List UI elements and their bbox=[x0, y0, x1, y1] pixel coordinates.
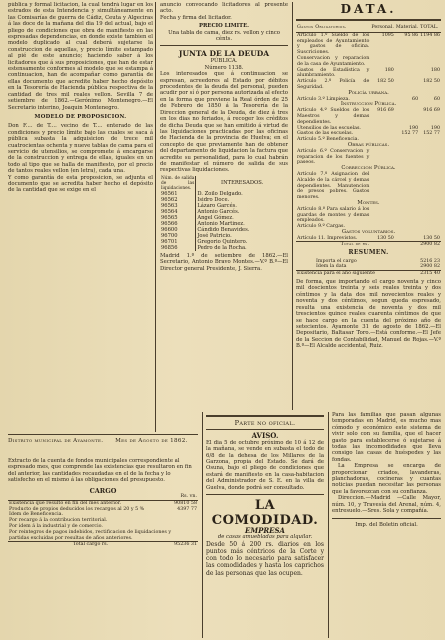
data-row-total bbox=[419, 56, 441, 68]
empresa-continuation bbox=[332, 412, 441, 638]
section-heading: Correccion Pública. bbox=[341, 165, 396, 172]
data-row-label: Artículo 1.º Sueldo de los empleados de Ayuntamiento y gastos de oficina. Suscriciones. bbox=[297, 32, 370, 56]
data-total-value: 2900 82 bbox=[420, 242, 440, 248]
table-row bbox=[296, 32, 441, 56]
section-heading: Policía urbana. bbox=[348, 89, 389, 96]
data-row-label: Utensilios de las escuelas. bbox=[297, 125, 361, 131]
data-row-material bbox=[395, 172, 419, 201]
divider bbox=[8, 434, 198, 435]
data-row-label: Gastos de Estadística y alumbramiento. bbox=[297, 67, 370, 79]
data-row-label: Artículo 8.º Para salario á los guardas de montes y demas empleados. bbox=[297, 206, 370, 224]
column-divider bbox=[292, 2, 293, 410]
data-table bbox=[296, 24, 441, 248]
junta-number: Número 1138. bbox=[204, 64, 244, 71]
table-row bbox=[160, 245, 288, 251]
empresa-text: Desde 50 á 200 rs. diarios en los puntos más céntricos de la Corte y con todo lo necesario para satisfacer las comodidades y hasta los caprichos de las personas que las ocupen. bbox=[206, 540, 324, 577]
data-row-personal bbox=[370, 56, 395, 68]
cargo-total-label: Total cargo rs. bbox=[8, 542, 173, 548]
divider bbox=[160, 45, 288, 46]
cargo-item-value: 4397 77 bbox=[177, 506, 197, 512]
data-row-total: 180 bbox=[430, 67, 440, 73]
printer-credit: Imp. del Boletin oficial. bbox=[355, 521, 418, 528]
divider bbox=[332, 518, 441, 519]
data-head-personal: Personal. bbox=[370, 24, 395, 32]
creditor-name: Antonio Martinez. bbox=[197, 220, 245, 227]
data-row-total: 190 bbox=[430, 125, 440, 131]
data-row-material: 60 bbox=[412, 96, 419, 102]
data-head-label: Gastos Obligatorios. bbox=[296, 24, 370, 32]
table-header-names: INTERESADOS. bbox=[221, 180, 264, 187]
data-row-total: 152 77 bbox=[423, 131, 440, 137]
cargo-item-label: Existencia que resultó en fin del mes anterior. bbox=[9, 500, 122, 506]
model-guarantee: Y como garantía de esta proposicion, se adjunta el documento que se acredita haber hecho el depósito de la cantidad que se exige en el bbox=[8, 174, 153, 194]
comodidad-title: LA COMODIDAD. bbox=[211, 498, 319, 529]
creditor-number: 96564 bbox=[160, 209, 196, 215]
cargo-item-label: Por reintegros de pagos indebidos, rectificacion de liquidaciones y partidas excluidas por resultas de años anteriores. bbox=[9, 529, 172, 541]
data-row-material bbox=[395, 68, 419, 80]
data-row-personal: 916 69 bbox=[377, 108, 394, 114]
cargo-title: CARGO bbox=[89, 486, 117, 495]
data-row-material bbox=[395, 56, 419, 68]
junta-text: Los interesados que á continuacion se espresan, acreedores al Estado por débitos procedentes de la deuda del personal, pueden acudir por sí ó por persona autorizada al efecto en la forma que previene la Real órden de 25 de Febrero de 1850 á la Tesorería de la Direccion general de la Deuda, de diez á tres en los dias no feriados, á recoger los créditos de dicha Deuda que se han emitido á virtud de las liquidaciones practicadas por las oficinas de Hacienda de la provincia de Huelva; en el concepto de que previamente han de obtener del departamento de liquidacion la factura que acredite su personalidad, para lo cual habrán de manifestar el número de salida de sus respectivas liquidaciones. bbox=[160, 71, 288, 174]
data-row-label: Conservacion y reparacion de la casa de Ayuntamiento. bbox=[297, 55, 370, 67]
empresa-p3: Direccion.—Madrid —Calle Mayor, núm. 10, y Travesía del Arenal, núm. 4, entresuelo.—Sres. Sola y compañía. bbox=[332, 495, 441, 515]
divider bbox=[206, 494, 324, 495]
data-row-personal bbox=[370, 207, 395, 224]
creditor-number: 96701 bbox=[160, 239, 196, 245]
unofficial-title: Parte no oficial. bbox=[234, 419, 296, 427]
model-title: MODELO DE PROPOSICION. bbox=[34, 113, 127, 120]
unofficial-section bbox=[206, 412, 324, 638]
district-month: Mes de Agosto de 1862. bbox=[115, 438, 188, 444]
data-row-total: 182 50 bbox=[423, 79, 440, 85]
table-row bbox=[296, 56, 441, 68]
cargo-item-label: Por idem á la industrial y de comercio. bbox=[9, 524, 103, 530]
cargo-item-label: Idem de Beneficencia. bbox=[9, 512, 64, 518]
data-row-personal bbox=[370, 149, 395, 166]
creditor-name: José Patricio. bbox=[197, 232, 232, 239]
empresa-subtitle: de casas amuebladas para alquilar. bbox=[217, 534, 313, 541]
data-row-total: 1194 86 bbox=[420, 32, 440, 38]
creditor-number: 96563 bbox=[160, 203, 196, 209]
data-row-total: 916 69 bbox=[423, 108, 440, 114]
resumen-value: 5216 23 bbox=[420, 258, 440, 264]
price-limit-title: PRECIO LIMITE. bbox=[199, 23, 249, 30]
column-divider bbox=[155, 2, 156, 432]
data-row-material bbox=[395, 108, 419, 125]
district-name: Distrito municipal de Ayamonte. bbox=[8, 438, 104, 444]
data-row-label: Gastos de las escuelas. bbox=[297, 131, 354, 137]
data-row-material bbox=[395, 149, 419, 166]
data-row-total bbox=[419, 172, 441, 201]
resumen-title: RESUMEN. bbox=[348, 249, 389, 257]
data-head-material: Material. bbox=[395, 24, 419, 32]
data-row-personal: 130 50 bbox=[377, 235, 394, 241]
section-heading: Montes. bbox=[357, 199, 380, 206]
creditor-name: Cándido Benavides. bbox=[197, 226, 250, 233]
table-row bbox=[296, 68, 441, 80]
resumen-label: Idem la data bbox=[316, 264, 347, 270]
creditor-number: 96561 bbox=[160, 191, 196, 197]
creditor-name: Angel Gómez. bbox=[197, 214, 234, 221]
data-row-personal: 180 bbox=[384, 67, 394, 73]
cargo-item-value: 90810 58 bbox=[174, 500, 197, 506]
data-head-total: TOTAL. bbox=[419, 24, 441, 32]
table-row bbox=[296, 172, 441, 201]
notice-signature: Fecha y firma del licitador. bbox=[160, 14, 232, 21]
cargo-table bbox=[8, 494, 198, 548]
extract-text: Extracto de la cuenta de fondos municipales correspondiente al espresado mes, que comprende las existencias que resultaron en fin del anterior, las cantidades recaudadas en el de la fecha y lo satisfecho en el mismo á las obligaciones del presupuesto. bbox=[8, 458, 192, 484]
column-divider bbox=[202, 412, 203, 638]
creditor-number: 96562 bbox=[160, 197, 196, 203]
aviso-title: AVISO. bbox=[251, 431, 279, 441]
cargo-item-label: Producto de propios deducidos los recargos al 20 y 5 % bbox=[9, 506, 145, 512]
column-divider bbox=[328, 412, 329, 638]
section-heading: Gastos voluntarios. bbox=[341, 228, 396, 235]
resumen-label: Importa el cargo bbox=[316, 258, 357, 264]
data-row-material: 152 77 bbox=[401, 131, 419, 137]
divider bbox=[206, 415, 324, 417]
data-row-label: Artículo 7.º Asignacion del Alcalde de la cárcel y demas dependientes. Manutencion de presos pobres. Gastos menores. bbox=[297, 171, 370, 201]
resumen-diff-value: 2315 40 bbox=[410, 271, 441, 277]
creditor-number: 96566 bbox=[160, 221, 196, 227]
extract-section bbox=[8, 458, 198, 638]
creditor-name: D. Zoilo Delgado. bbox=[197, 190, 243, 197]
aviso-text: El dia 5 de octubre próximo de 10 á 12 de la mañana, se vende en subasta el todo de 6/8 de la dehesa de los Millares de la Garzona, propia del Estado. Se dará de Osuna, bajo el pliego de condiciones que estará de manifiesto en la casa-habitacion del Administrador de S. E. en la villa de Guelva, donde podrá ser consultado. bbox=[206, 439, 324, 491]
column-right bbox=[296, 2, 441, 412]
column-middle bbox=[160, 2, 288, 407]
creditor-number: 96565 bbox=[160, 215, 196, 221]
table-row bbox=[296, 149, 441, 166]
empresa-p1: Para las familias que pasan algunas temporadas en Madrid, es mucho mas cómodo y económico este sistema de vivir solo con su familia, que el hacer gasto para establecerse ó sujetarse á todas las incomodidades que lleva consigo las casas de huéspedes y las fondas. bbox=[332, 412, 441, 463]
data-total-label: Total de rs. bbox=[296, 242, 370, 248]
data-row-label: Artículo 11. Imprevistos. bbox=[297, 235, 358, 241]
cargo-total-value: 95236 31 bbox=[174, 542, 197, 548]
data-row-total bbox=[419, 149, 441, 166]
data-row-label: Artículo 9.º Cargas. bbox=[297, 224, 346, 230]
divider bbox=[296, 19, 441, 21]
section-heading: Instruccion Pública. bbox=[340, 101, 397, 108]
data-row-label: Artículo 4.º Sueldos de los Maestros y demas dependientes. bbox=[297, 108, 370, 125]
data-row-label: Artículo 5.º Beneficencia. bbox=[297, 137, 360, 143]
table-row bbox=[296, 108, 441, 125]
data-row-material: 190 bbox=[409, 125, 419, 131]
data-row-personal: 1095 bbox=[381, 32, 394, 38]
junta-signature: Madrid 1.º de setiembre de 1862.—El Secretario, Antonio Bravo Montes.—V.º B.º—El Director general Presidente, J. Sierra. bbox=[160, 252, 288, 272]
cargo-header: Rs. vn. bbox=[173, 494, 198, 500]
resumen-table bbox=[296, 259, 441, 277]
creditor-name: Gregorio Quintero. bbox=[197, 238, 248, 245]
data-title: DATA. bbox=[340, 2, 397, 16]
intendencia-notice: pública y formal licitacion, la cual tendrá lugar en los estrados de esta Intendencia y simultáneamente en las Comisarías de guerra de Cádiz, Ceuta y Algeciras á las doce de la mañana del dia 19 del actual, bajo el pliego de condiciones que obra de manifiesto en las espresadas dependencias, en donde existe tambien el modelo duplicado al cual deberá sujetarse la construccion de aquellas, y precio límite estampado al pié de este anuncio; haciendo saber á los licitadores que á sus proposiciones, que han de estar estensamente conformes al modelo que se estampa á continuacion, han de acompañar como garantía de ellas documento que acredite haber hecho depósito en la Tesorería de Hacienda pública respectiva de la cantidad de tres mil reales vellon. Sevilla 7 de setiembre de 1862.—Gerónimo Montenegro.—El Secretario interino, Joaquin Montenegro. bbox=[8, 2, 153, 111]
divider bbox=[206, 429, 324, 430]
data-row-personal: 182 50 bbox=[377, 79, 394, 85]
data-row-label: Artículo 3.º Limpieza. bbox=[297, 96, 350, 102]
section-heading: Obras públicas. bbox=[347, 141, 390, 148]
creditor-number: 96600 bbox=[160, 227, 196, 233]
creditor-name: Pedro de la Rocha. bbox=[197, 244, 247, 251]
data-row-total: 60 bbox=[433, 96, 440, 102]
table-row bbox=[296, 207, 441, 224]
resumen-diff-label: Existencia para el año siguiente bbox=[296, 271, 410, 277]
data-row-personal bbox=[370, 172, 395, 201]
empresa-title: EMPRESA bbox=[245, 526, 285, 536]
data-row-material bbox=[395, 207, 419, 224]
table-header-number: Núm. de salida de las liquidaciones. bbox=[161, 175, 195, 191]
resumen-value: 2900 82 bbox=[420, 264, 440, 270]
creditor-name: Antonio Garcés. bbox=[197, 208, 240, 215]
price-limit-text: Una tabla de cama, diez rs. vellon y cinco cénts. bbox=[168, 29, 280, 43]
table-row bbox=[8, 530, 198, 542]
junta-title: JUNTA DE LA DEUDA bbox=[178, 49, 270, 59]
creditor-number: 96856 bbox=[160, 245, 196, 251]
data-row-total bbox=[419, 207, 441, 224]
junta-subtitle: PÚBLICA. bbox=[210, 58, 238, 65]
cargo-item-value bbox=[173, 530, 198, 542]
creditors-table bbox=[160, 176, 288, 251]
model-text: Don F.... de T.... vecino de T.... enterado de las condiciones y precio límite bajo las cuales se saca á pública subasta la adquisicion de trece mil cuatrocientas ochenta y nueve tablas de cama para el servicio de utensilios, se compromete á encargarse de la construccion y entrega de ellas, iguales en un todo al tipo que se halla de manifiesto, por el precio de tantos reales vellon (en letra), cada una. bbox=[8, 123, 153, 175]
creditor-name: Lázaro Garcés. bbox=[197, 202, 237, 209]
creditor-name: Isidro Doce. bbox=[197, 196, 230, 203]
data-conclusion: De forma, que importando el cargo noventa y cinco mil doscientos treinta y seis reales treinta y dos céntimos y la data dos mil novecientos reales y noventa y dos céntimos, segun queda espresado, resulta una existencia de noventa y dos mil trescientos quince reales cuarenta céntimos de que se hace cargo en la cuenta del próximo año de setecientos. Ayamonte 31 de agosto de 1862.—El Depositario, Baltasar Toro.—Está conforme.—El Jefe de la Seccion de Contabilidad, Manuel de Rojas.—V.º B.º—El Alcalde accidental, Ruiz. bbox=[296, 279, 441, 350]
district-heading bbox=[8, 438, 198, 445]
creditor-number: 96700 bbox=[160, 233, 196, 239]
data-row-material bbox=[395, 79, 419, 91]
empresa-p2: La Empresa se encarga de proporcionar criados, lavanderas, planchadoras, cocineras y cuantas noticias puedan necesitar las personas que la favorezcan con su confianza. bbox=[332, 463, 441, 495]
cargo-item-label: Por recargo á la contribucion territorial. bbox=[9, 518, 108, 524]
data-row-total: 130 50 bbox=[423, 235, 440, 241]
notice-continuation: anuncio convocando licitadores al presente acto. bbox=[160, 2, 288, 15]
data-row-material: 95 86 bbox=[404, 32, 419, 38]
data-row-label: Artículo 6.º Conservacion y reparacion de los fuentes y paseos. bbox=[297, 148, 370, 166]
data-row-label: Artículo 2.º Policía de Seguridad. bbox=[297, 79, 370, 90]
